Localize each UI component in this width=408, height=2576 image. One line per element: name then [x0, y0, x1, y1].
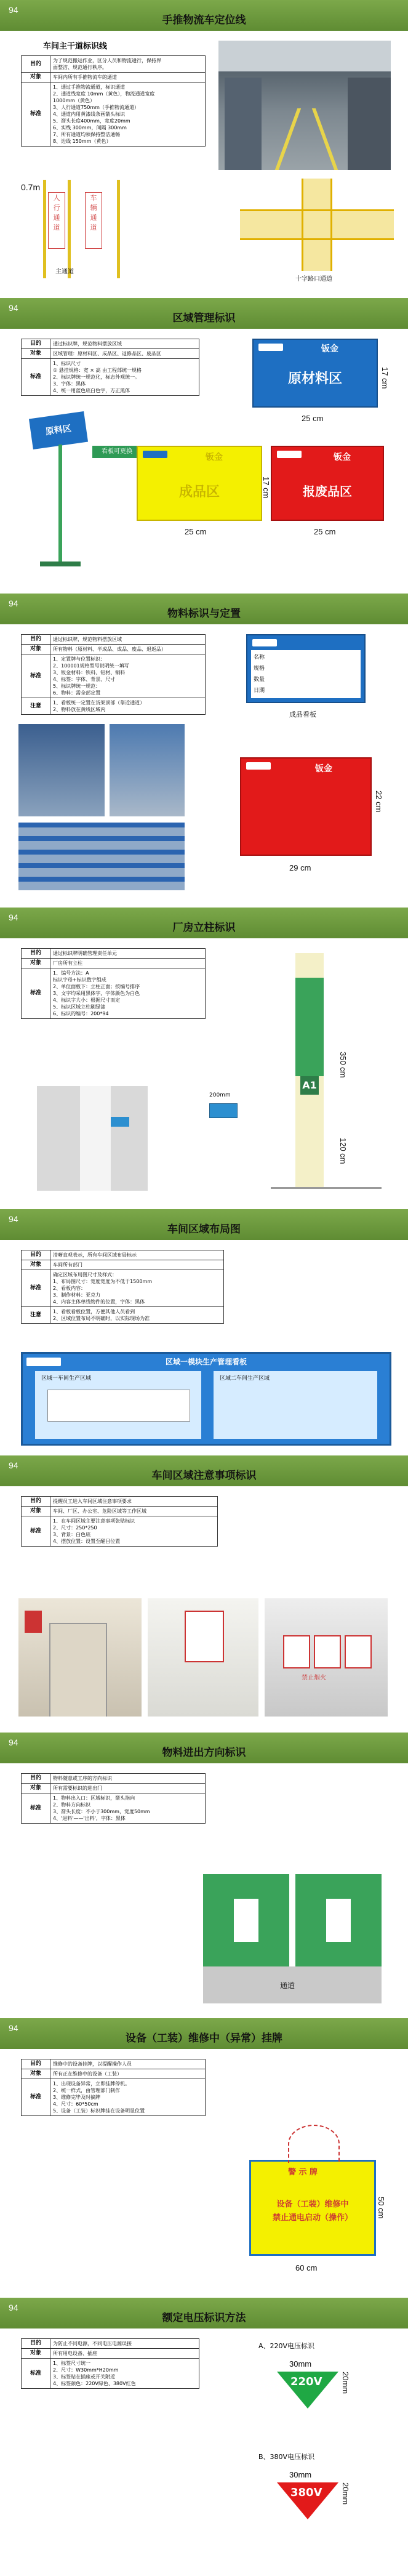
slide-attention-signs: 94 车间区域注意事项标识 目的 提醒员工进入车间区域注意事项要求 对象 车间、厂区、办公室、危险区域等工作区域 标准 1、在车间区域主要注意事项张贴标识 2、尺寸：250*250 3、背景：白色底 4、摆放位置：设置至醒目位置 禁止烟火 — [0, 1455, 408, 1724]
spec-table: 目的 为防止不同电源，不同电压电源误接 对象 所有用电设备、插座 标准 1、标签尺寸统一 2、尺寸：W30mm*H20mm 3、标签贴在插座或开关附近 4、标签颜色：220V绿色、380V红色 — [21, 2338, 199, 2389]
pillar-photo — [37, 1086, 148, 1191]
crossroad-diagram: 十字路口通道 — [240, 179, 394, 283]
label-380v: 30mm 380V 20mm — [277, 2470, 338, 2519]
section-header — [0, 0, 408, 31]
lane-diagram: 0.7m 人 行 通 道 车 辆 通 道 主通道 — [18, 180, 203, 283]
slide-pillar-signs: 94 厂房立柱标识 目的 通过标识牌明确管理责任单元 对象 厂房所有立柱 标准 1、编号方法：A 标识字母+标识数字组成 2、单位面板下：立柱正面；按编号排序 3、文字均采用黑体字，字体颜色为白色 4、标识字大小：根据尺寸而定 5、标识区域立柱刷绿漆 6、标识的编号：200*94 A1 350 cm 120 cm 200mm — [0, 908, 408, 1201]
sign-scrap: 钣金 报废品区 — [271, 446, 384, 521]
section-title: 手推物流车定位线 — [162, 14, 246, 26]
spec-table: 目的 提醒员工进入车间区域注意事项要求 对象 车间、厂区、办公室、危险区域等工作区域 标准 1、在车间区域主要注意事项张贴标识 2、尺寸：250*250 3、背景：白色底 4、摆放位置：设置至醒目位置 — [21, 1496, 218, 1547]
subtitle: 车间主干道标识线 — [43, 42, 108, 51]
slide-material-signs: 94 物料标识与定置 目的 通过标识牌，规范物料摆放区域 对象 所有物料（原材料、半成品、成品、废品、退返品） 标准 1、定置牌与位置标识： 2、100001规格型号说明统一填写 3、钣金材料：铁料、铝材、铜料 4、标签：字体、背景、尺寸 5、标识牌统一规范： 6、物料：需全部定置 注意 1、看板统一定置在货架顶部（靠近通道） 2、物料放在黄线区域内 名称 规格 数量 日期 成品看板 钣金 29 cm 22 cm — [0, 594, 408, 899]
stand-sign: 原料区 看板可更换 — [25, 409, 123, 581]
slide-direction-signs: 94 物料进出方向标识 目的 物料随意或工序的方向标识 对象 所有需要标识的进出门 标准 1、物料出入口：区域标识，箭头指向 2、物料方向标识 3、箭头长度：不小于300mm，宽度50mm 4、'进料'——'出料'，字体：黑体 通道 — [0, 1733, 408, 2010]
door-photo-2 — [148, 1598, 258, 1717]
page-number: 94 — [9, 5, 18, 15]
material-card: 名称 规格 数量 日期 — [246, 634, 366, 703]
spec-table: 目的 通过标识牌明确管理责任单元 对象 厂房所有立柱 标准 1、编号方法：A 标识字母+标识数字组成 2、单位面板下：立柱正面；按编号排序 3、文字均采用黑体字，字体颜色为白色 4、标识字大小：根据尺寸而定 5、标识区域立柱刷绿漆 6、标识的编号：200*94 — [21, 948, 206, 1019]
spec-table: 目的 物料随意或工序的方向标识 对象 所有需要标识的进出门 标准 1、物料出入口：区域标识，箭头指向 2、物料方向标识 3、箭头长度：不小于300mm，宽度50mm 4、'进料'——'出料'，字体：黑体 — [21, 1773, 206, 1824]
section-header: 94 区域管理标识 — [0, 298, 408, 329]
spec-table: 目的 为了规范搬运作业，区分人员和物流通行，保持界 面整洁、规范通行秩序。 对象 车间内所有手推物流车的通道 标准 1、通过手推物流通道，标识通道 2、通道线宽度 10mm（黄色），物流通道宽度 1000mm（黄色） 3、人行通道750mm（手推物流通道） 4、通道内用黄漆线条画箭头标识 5、箭头长度400mm，宽度20mm 6、实线 300mm，间隔 300mm 7、所有通道均须保持整洁通畅 8、边线 150mm（黄色） — [21, 55, 206, 147]
shelf-photo-2 — [18, 823, 185, 890]
layout-board: 区域一模块生产管理看板 区域一车间生产区域 区域二车间生产区域 — [21, 1352, 391, 1446]
sign-raw-material: 钣金 原材料区 — [252, 339, 378, 408]
sign-finished: 钣金 成品区 — [137, 446, 262, 521]
pillar-tag — [209, 1103, 238, 1118]
door-photo-3: 禁止烟火 — [265, 1598, 388, 1717]
spec-table: 目的 通过标识牌，规范物料摆放区域 对象 所有物料（原材料、半成品、成品、废品、退返品） 标准 1、定置牌与位置标识： 2、100001规格型号说明统一填写 3、钣金材料：铁料、铝材、铜料 4、标签：字体、背景、尺寸 5、标识牌统一规范： 6、物料：需全部定置 注意 1、看板统一定置在货架顶部（靠近通道） 2、物料放在黄线区域内 — [21, 634, 206, 715]
warehouse-photo — [218, 41, 391, 170]
label-220v: 30mm 220V 20mm — [277, 2359, 338, 2409]
door-photo-1 — [18, 1598, 142, 1717]
slide-area-signs: 94 区域管理标识 目的 通过标识牌，规范物料摆放区域 对象 区域管理：原材料区、成品区、返修品区、废品区 标准 1、标识尺寸 ① 悬挂规格：宽 × 高 由工程部统一规格 2、标识牌统一规范化，标志外观统一。 3、字体：黑体 4、统一用蓝色底白色字，方正黑体 钣金 原材料区 25 cm 17 cm 原料区 看板可更换 钣金 成品区 钣金 报废品区 25 cm 25 cm 17 cm — [0, 298, 408, 585]
shelf-photo — [18, 724, 105, 816]
material-card-red: 钣金 — [240, 757, 372, 856]
spec-table: 目的 通过标识牌，规范物料摆放区域 对象 区域管理：原材料区、成品区、返修品区、废品区 标准 1、标识尺寸 ① 悬挂规格：宽 × 高 由工程部统一规格 2、标识牌统一规范化，标志外观统一。 3、字体：黑体 4、统一用蓝色底白色字，方正黑体 — [21, 339, 199, 396]
pillar-diagram: A1 350 cm 120 cm — [271, 953, 382, 1193]
shelf-photo-3 — [110, 724, 185, 816]
direction-diagram: 通道 — [203, 1874, 382, 2003]
slide-transport-lines — [0, 0, 408, 289]
slide-voltage-labels: 94 额定电压标识方法 目的 为防止不同电源，不同电压电源误接 对象 所有用电设备、插座 标准 1、标签尺寸统一 2、尺寸：W30mm*H20mm 3、标签贴在插座或开关附近 4、标签颜色：220V绿色、380V红色 A、220V电压标识 30mm 220V 20mm B、380V电压标识 30mm 380V 20mm — [0, 2298, 408, 2576]
warning-sign: 警 示 牌 设备（工装）维修中 禁止通电启动（操作） — [249, 2160, 376, 2256]
spec-table: 目的 维修中的设备挂牌，以提醒操作人员 对象 所有正在维修中的设备（工装） 标准 1、出现设备异常，立即挂牌停机。 2、统一样式，由管理部门制作 3、维修完毕及时摘牌 4、尺寸：60*50cm 5、设备（工装）标识牌挂在设备明显位置 — [21, 2059, 206, 2116]
slide-repair-sign: 94 设备（工装）维修中（异常）挂牌 目的 维修中的设备挂牌，以提醒操作人员 对象 所有正在维修中的设备（工装） 标准 1、出现设备异常，立即挂牌停机。 2、统一样式，由管理部门制作 3、维修完毕及时摘牌 4、尺寸：60*50cm 5、设备（工装）标识牌挂在设备明显位置 警 示 牌 设备（工装）维修中 禁止通电启动（操作） 60 cm 50 cm — [0, 2018, 408, 2289]
spec-table: 目的 清晰直观表示，所有车间区域布局标示 对象 车间所有部门 标准 确定区域布局图尺寸及样式： 1、布局图尺寸：宽度宽度为不低于1500mm 2、看板内容： 3、制作材料：亚克力 4、内容主体单线物件的位置，字体：黑体 注意 1、看板看板位置，方便其他人员看到 2、区域位置布局不明确时，以实际现场为准 — [21, 1250, 224, 1324]
slide-layout-map: 94 车间区域布局图 目的 清晰直观表示，所有车间区域布局标示 对象 车间所有部门 标准 确定区域布局图尺寸及样式： 1、布局图尺寸：宽度宽度为不低于1500mm 2、看板内容： 3、制作材料：亚克力 4、内容主体单线物件的位置，字体：黑体 注意 1、看板看板位置，方便其他人员看到 2、区域位置布局不明确时，以实际现场为准 区域一模块生产管理看板 区域一车间生产区域 区域二车间生产区域 — [0, 1209, 408, 1447]
